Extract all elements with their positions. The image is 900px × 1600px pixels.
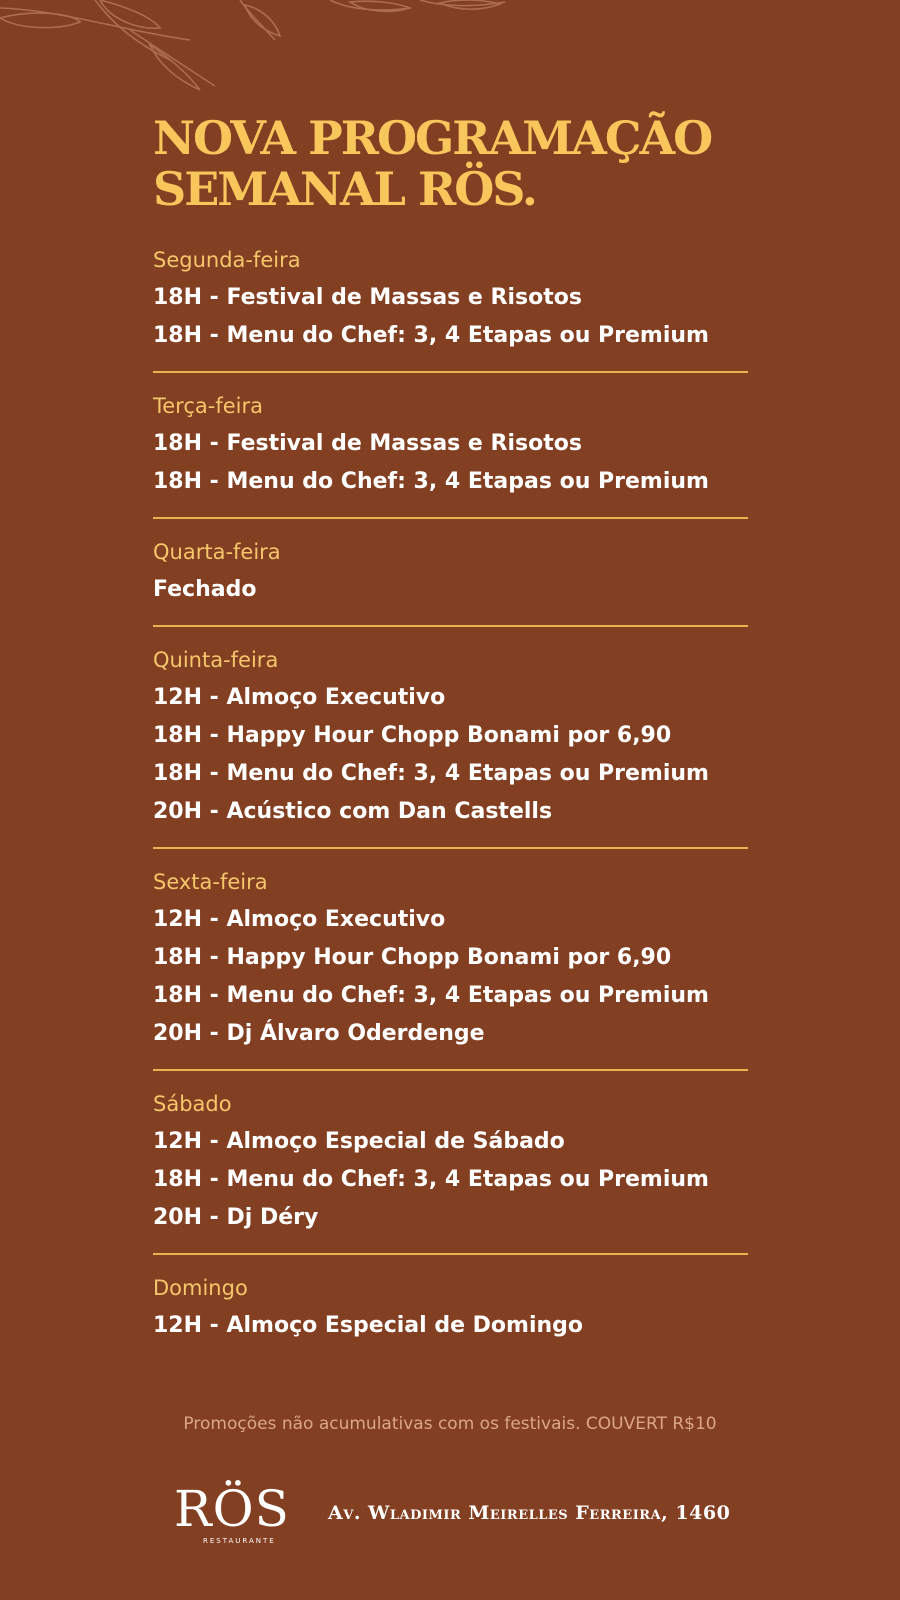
- day-name: Quarta-feira: [153, 540, 281, 564]
- event-item: 20H - Dj Álvaro Oderdenge: [153, 1021, 485, 1046]
- weekly-schedule: [153, 245, 748, 1379]
- day-name: Segunda-feira: [153, 248, 301, 272]
- leaves-decoration-icon: [0, 0, 520, 110]
- event-item: 12H - Almoço Executivo: [153, 907, 446, 932]
- logo-subtitle: RESTAURANTE: [203, 1537, 276, 1545]
- footer: [170, 1480, 770, 1550]
- day-section-terca: [153, 391, 748, 519]
- day-section-quinta: [153, 645, 748, 849]
- page-title: [153, 113, 711, 215]
- event-item: 18H - Happy Hour Chopp Bonami por 6,90: [153, 723, 672, 748]
- day-name: Sexta-feira: [153, 870, 268, 894]
- day-name: Quinta-feira: [153, 648, 279, 672]
- event-item: 12H - Almoço Especial de Sábado: [153, 1129, 565, 1154]
- event-item: 18H - Festival de Massas e Risotos: [153, 285, 582, 310]
- day-name: Sábado: [153, 1092, 232, 1116]
- day-section-quarta: [153, 537, 748, 627]
- event-item: 20H - Acústico com Dan Castells: [153, 799, 553, 824]
- event-item: Fechado: [153, 577, 257, 602]
- day-section-sabado: [153, 1089, 748, 1255]
- event-item: 18H - Festival de Massas e Risotos: [153, 431, 582, 456]
- event-item: 18H - Menu do Chef: 3, 4 Etapas ou Premium: [153, 983, 709, 1008]
- event-item: 12H - Almoço Executivo: [153, 685, 446, 710]
- day-section-domingo: [153, 1273, 748, 1361]
- address: Av. Wladimir Meirelles Ferreira, 1460: [328, 1502, 731, 1524]
- event-item: 20H - Dj Déry: [153, 1205, 319, 1230]
- title-line-1: NOVA PROGRAMAÇÃO: [153, 111, 712, 165]
- day-section-segunda: [153, 245, 748, 373]
- event-item: 18H - Happy Hour Chopp Bonami por 6,90: [153, 945, 672, 970]
- day-name: Domingo: [153, 1276, 248, 1300]
- event-item: 12H - Almoço Especial de Domingo: [153, 1313, 584, 1338]
- event-item: 18H - Menu do Chef: 3, 4 Etapas ou Premium: [153, 323, 709, 348]
- day-section-sexta: [153, 867, 748, 1071]
- promo-note: Promoções não acumulativas com os festivais. COUVERT R$10: [183, 1414, 717, 1434]
- event-item: 18H - Menu do Chef: 3, 4 Etapas ou Premium: [153, 469, 709, 494]
- event-item: 18H - Menu do Chef: 3, 4 Etapas ou Premium: [153, 761, 709, 786]
- event-item: 18H - Menu do Chef: 3, 4 Etapas ou Premium: [153, 1167, 709, 1192]
- day-name: Terça-feira: [153, 394, 263, 418]
- ros-logo: RÖS: [174, 1480, 290, 1538]
- title-line-2: SEMANAL RÖS.: [153, 162, 536, 216]
